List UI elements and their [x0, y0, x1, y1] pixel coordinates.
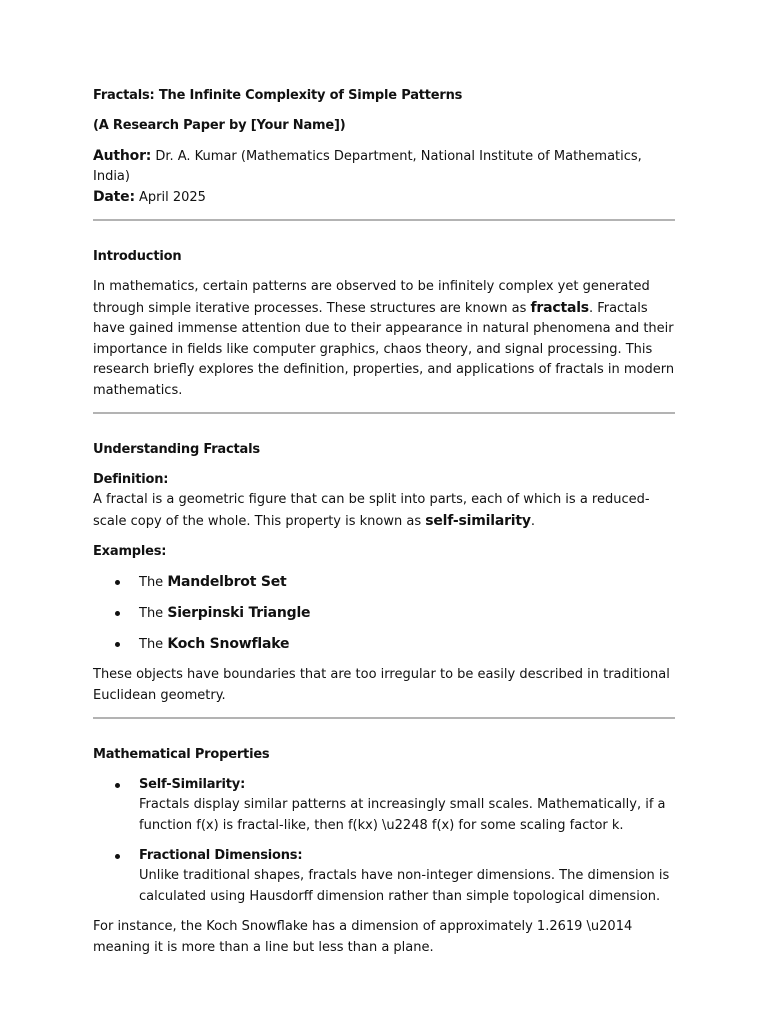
property-description: Fractals display similar patterns at increasingly small scales. Mathematically, if a function f(x) is fractal-like, then f(kx) \u2248 f(x) for some scaling factor k. — [139, 797, 666, 833]
date-value: April 2025 — [134, 190, 206, 205]
examples-list — [93, 572, 675, 655]
bullet-icon — [115, 611, 120, 616]
definition-paragraph — [93, 490, 675, 532]
bullet-icon — [115, 642, 120, 647]
understanding-heading: Understanding Fractals — [93, 442, 260, 457]
section-divider — [93, 219, 675, 221]
intro-text-before: In mathematics, certain patterns are observed to be infinitely complex yet generated through simple iterative processes. These structures are known as — [93, 279, 650, 316]
example-prefix: The — [139, 637, 168, 652]
property-title: Fractional Dimensions: — [139, 848, 303, 863]
bullet-icon — [115, 854, 120, 859]
list-item — [93, 572, 675, 593]
date-line — [93, 187, 675, 208]
example-name: Mandelbrot Set — [167, 574, 287, 590]
section-divider — [93, 717, 675, 719]
property-description: Unlike traditional shapes, fractals have non-integer dimensions. The dimension is calculated using Hausdorff dimension rather than simple topological dimension. — [139, 868, 670, 904]
bullet-icon — [115, 580, 120, 585]
introduction-paragraph — [93, 277, 675, 401]
date-label: Date: — [93, 189, 135, 205]
examples-closing-paragraph: These objects have boundaries that are too irregular to be easily described in traditional Euclidean geometry. — [93, 667, 670, 703]
property-title: Self-Similarity: — [139, 777, 246, 792]
properties-heading: Mathematical Properties — [93, 747, 270, 762]
list-item — [93, 846, 675, 907]
document-meta — [93, 146, 675, 208]
author-label: Author: — [93, 148, 152, 164]
definition-text-before: A fractal is a geometric figure that can be split into parts, each of which is a reduced-scale copy of the whole. This property is known as — [93, 492, 650, 529]
definition-label: Definition: — [93, 472, 169, 487]
examples-label: Examples: — [93, 544, 167, 559]
definition-text-after: . — [530, 513, 535, 529]
document-subtitle: (A Research Paper by [Your Name]) — [93, 118, 346, 133]
section-divider — [93, 412, 675, 414]
author-value: Dr. A. Kumar (Mathematics Department, National Institute of Mathematics, India) — [93, 149, 642, 184]
example-name: Koch Snowflake — [167, 636, 290, 652]
author-line — [93, 146, 675, 187]
example-name: Sierpinski Triangle — [167, 605, 311, 621]
properties-list — [93, 775, 675, 907]
list-item — [93, 603, 675, 624]
intro-text-after: . Fractals have gained immense attention due to their appearance in natural phenomena and their importance in fields like computer graphics, chaos theory, and signal processing. This research briefly explores the definition, properties, and applications of fractals in modern mathematics. — [93, 300, 675, 398]
list-item — [93, 775, 675, 836]
properties-closing-paragraph: For instance, the Koch Snowflake has a dimension of approximately 1.2619 \u2014 meaning it is more than a line but less than a plane. — [93, 919, 633, 955]
example-prefix: The — [139, 606, 168, 621]
definition-term: self-similarity — [425, 512, 531, 529]
intro-bold-term: fractals — [530, 299, 589, 316]
document-title: Fractals: The Infinite Complexity of Simple Patterns — [93, 88, 463, 103]
list-item — [93, 634, 675, 655]
bullet-icon — [115, 783, 120, 788]
introduction-heading: Introduction — [93, 249, 182, 264]
example-prefix: The — [139, 575, 168, 590]
document-page — [93, 86, 675, 958]
